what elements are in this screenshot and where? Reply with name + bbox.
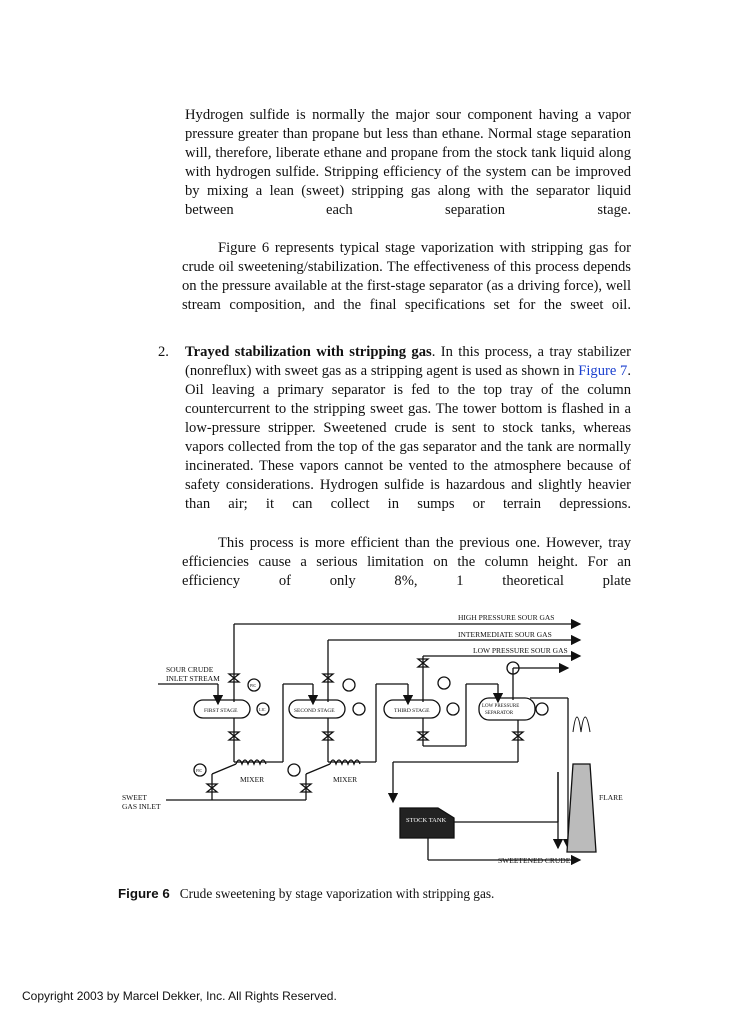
lic-label: LIC [259, 707, 266, 712]
first-stage-label: FIRST STAGE [204, 708, 238, 714]
paragraph-figure6-description: Figure 6 represents typical stage vaporization with stripping gas for crude oil sweetening/stabilization. The effectiveness of this process depends on the pressure available at the first-stage separator (as a driving force), well stream composition, and the final specifications set for the sweet oil. [182, 240, 631, 313]
third-stage-label: THIRD STAGE [394, 708, 430, 714]
list-item-trayed-stabilization [185, 343, 631, 514]
caption-text: Crude sweetening by stage vaporization with stripping gas. [179, 886, 495, 901]
sweetened-crude-label: SWEETENED CRUDE [498, 856, 571, 865]
low-pressure-separator [479, 698, 535, 720]
flare-stack [567, 764, 596, 852]
stock-tank-label: STOCK TANK [406, 817, 447, 824]
mixer-label-2: MIXER [333, 775, 358, 784]
pic-label: PIC [250, 683, 257, 688]
paragraph-efficiency: This process is more efficient than the previous one. However, tray efficiencies cause a serious limitation on the column height. For an efficiency of only 8%, 1 theoretical plate [182, 535, 631, 589]
paragraph-h2s: Hydrogen sulfide is normally the major sour component having a vapor pressure greater than propane but less than ethane. Normal stage separation will, therefore, liberate ethane and propane from the stock tank liquid along with hydrogen sulfide. Stripping efficiency of the system can be improved by mixing a lean (sweet) stripping gas along with the separator liquid between each separation stage. [185, 107, 631, 218]
figure7-link[interactable]: Figure 7 [578, 363, 628, 379]
figure-caption [118, 885, 494, 903]
list-item-title: Trayed stabilization with stripping gas [185, 344, 432, 360]
sweet-gas-label-2: GAS INLET [122, 802, 161, 811]
low-pressure-label: LOW PRESSURE SOUR GAS [473, 646, 568, 655]
lp-separator-label-2: SEPARATOR [485, 711, 514, 716]
sweet-gas-label-1: SWEET [122, 793, 147, 802]
copyright-notice: Copyright 2003 by Marcel Dekker, Inc. All Rights Reserved. [22, 989, 337, 1003]
lp-separator-label-1: LOW PRESSURE [482, 704, 520, 709]
list-item-number: 2. [158, 344, 169, 360]
sour-crude-label-2: INLET STREAM [166, 674, 220, 683]
caption-label: Figure 6 [118, 886, 170, 901]
list-item-text-a: . In this process, a tray stabilizer (nonreflux) with sweet gas as a stripping agent is used as shown in [185, 344, 631, 379]
flare-label: FLARE [599, 793, 623, 802]
sour-crude-label-1: SOUR CRUDE [166, 665, 214, 674]
list-item-text-b: . Oil leaving a primary separator is fed to the top tray of the column countercurrent to the stripping sweet gas. The tower bottom is flashed in a low-pressure stripper. Sweetened crude is sent to stock tanks, whereas vapors collected from the top of the gas separator and the tank are normally incinerated. These vapors cannot be vented to the atmosphere because of safety considerations. Hydrogen sulfide is hazardous and slightly heavier than air; it can collect in sumps or terrain depressions. [185, 363, 631, 512]
process-flow-diagram [118, 612, 638, 874]
intermediate-label: INTERMEDIATE SOUR GAS [458, 630, 552, 639]
second-stage-label: SECOND STAGE [294, 708, 335, 714]
high-pressure-label: HIGH PRESSURE SOUR GAS [458, 613, 555, 622]
fic-label: FIC [196, 768, 203, 773]
mixer-label-1: MIXER [240, 775, 265, 784]
